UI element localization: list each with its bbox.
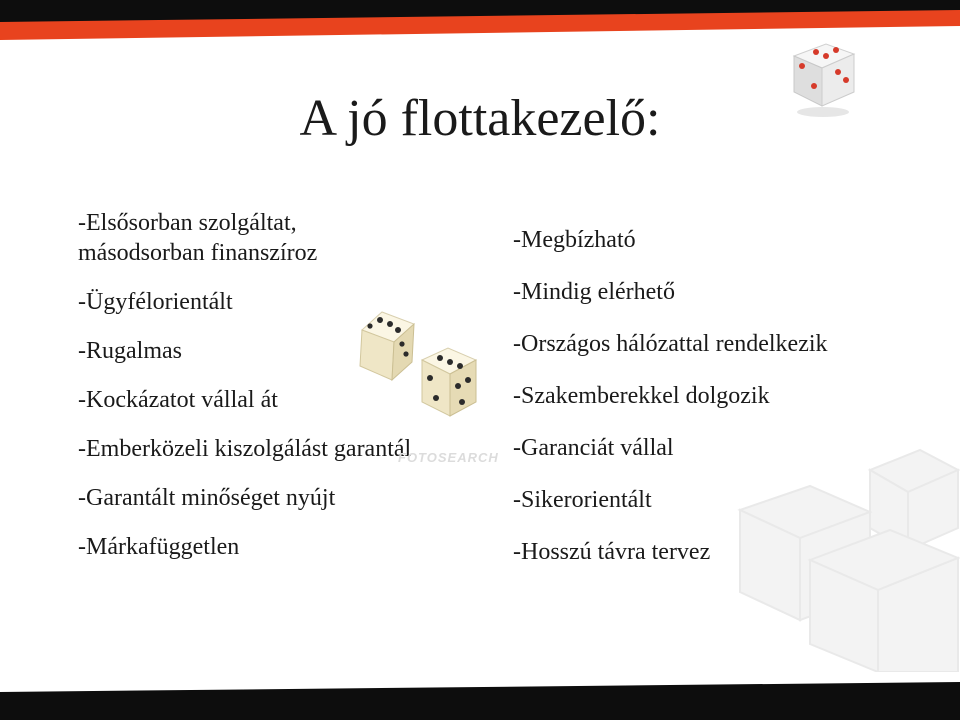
list-item: -Mindig elérhető <box>513 279 675 305</box>
die-right <box>422 348 476 416</box>
die-left <box>360 312 414 380</box>
list-item: -Elsősorban szolgáltat, másodsorban finanszíroz <box>78 210 318 266</box>
list-item: -Garanciát vállal <box>513 435 674 461</box>
list-item: -Hosszú távra tervez <box>513 539 711 565</box>
list-item: -Szakemberekkel dolgozik <box>513 383 770 409</box>
list-item: -Rugalmas <box>78 338 182 364</box>
list-item: -Márkafüggetlen <box>78 534 240 560</box>
list-item: -Garantált minőséget nyújt <box>78 485 336 511</box>
background-dice-decoration <box>700 430 960 672</box>
bottom-decorative-bar <box>0 672 960 720</box>
image-watermark: FOTOSEARCH <box>398 450 499 465</box>
list-item: -Megbízható <box>513 227 636 253</box>
list-item: -Kockázatot vállal át <box>78 387 278 413</box>
list-item: -Országos hálózattal rendelkezik <box>513 331 828 357</box>
list-item: -Ügyfélorientált <box>78 289 233 315</box>
slide-title: A jó flottakezelő: <box>299 90 661 147</box>
list-item: -Emberközeli kiszolgálást garantál <box>78 436 412 462</box>
dice-pair-image <box>352 302 502 432</box>
list-item: -Sikerorientált <box>513 487 652 513</box>
